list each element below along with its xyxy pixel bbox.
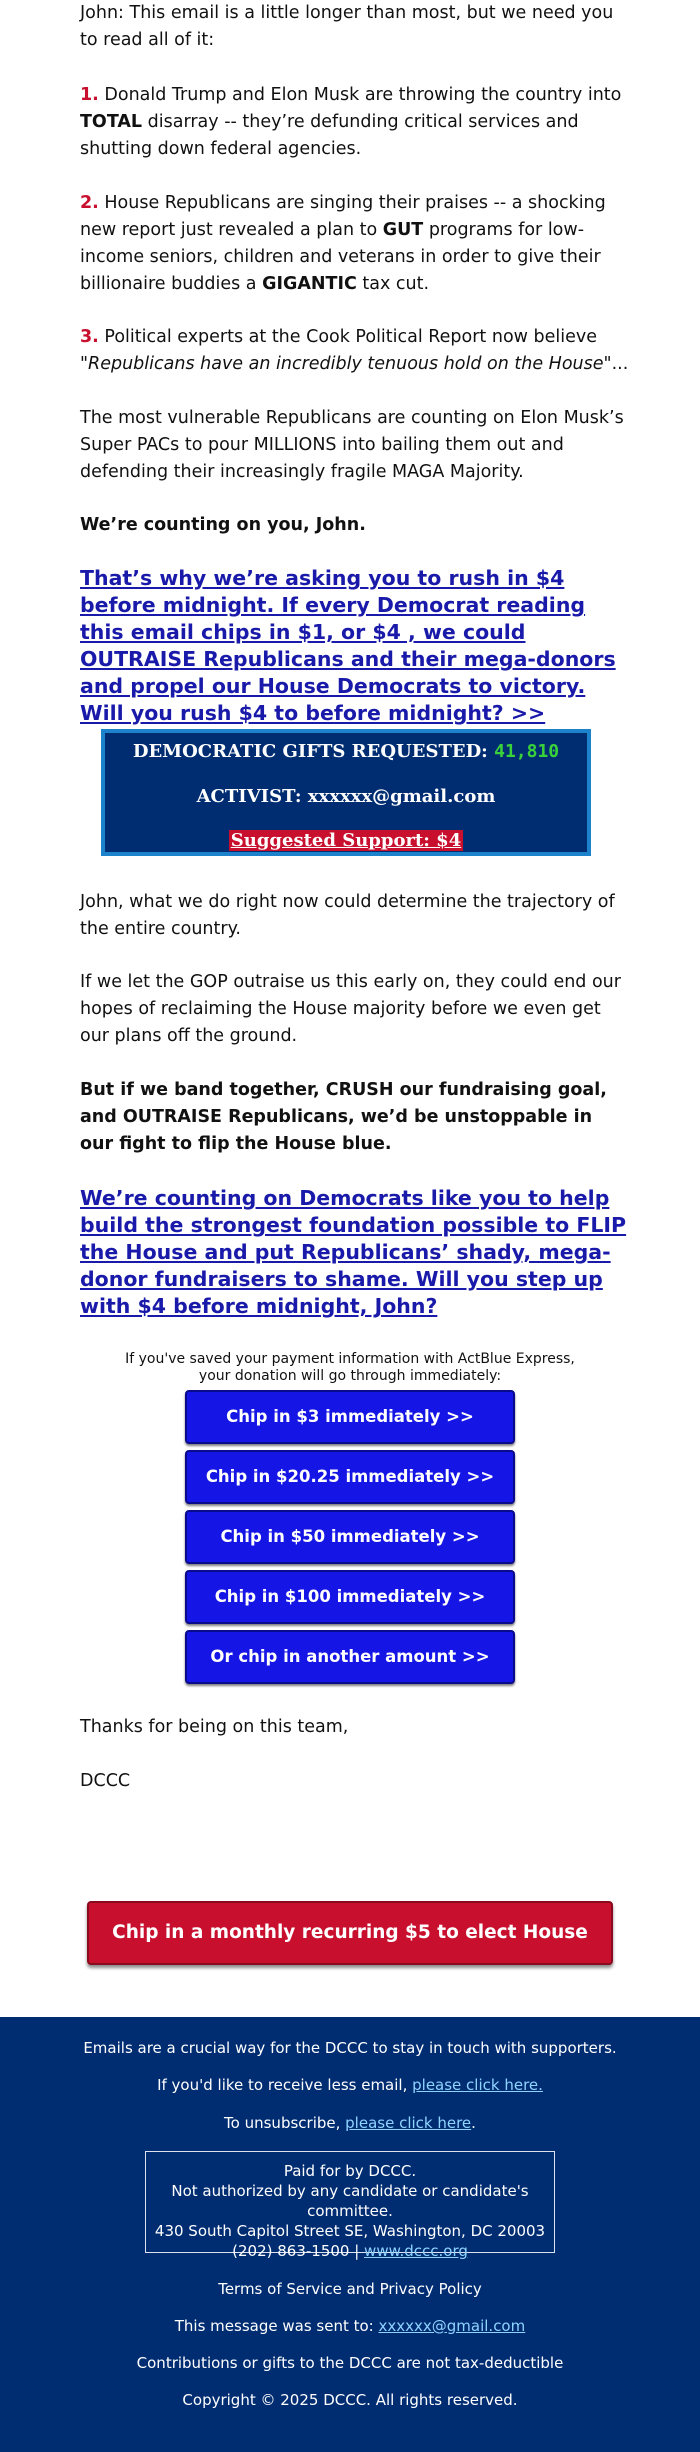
gifts-count: 41,810 (494, 741, 560, 762)
outraise-paragraph: If we let the GOP outraise us this early on, they could end our hopes of reclaiming the House majority before we even get our plans off the ground. (80, 972, 621, 1046)
point-emphasis: TOTAL (80, 112, 143, 132)
chip-50-button[interactable]: Chip in $50 immediately >> (185, 1510, 515, 1564)
saved-note-line: If you've saved your payment information with ActBlue Express, (125, 1351, 575, 1367)
point-number: 1. (80, 85, 99, 105)
sent-to-text: This message was sent to: (174, 2317, 379, 2335)
footer (0, 2017, 700, 2452)
saved-payment-note (0, 1351, 700, 1385)
thanks-line: Thanks for being on this team, (80, 1717, 349, 1737)
point-2 (80, 190, 630, 298)
point-quote: "Republicans have an incredibly tenuous hold on the House" (80, 354, 612, 374)
signature: DCCC (80, 1771, 131, 1791)
point-text: disarray -- they’re defunding critical services and shutting down federal agencies. (80, 112, 579, 159)
gifts-requested-line (105, 741, 587, 762)
point-text: Donald Trump and Elon Musk are throwing the country into (98, 85, 622, 105)
terms-privacy-link[interactable]: Terms of Service and Privacy Policy (218, 2280, 482, 2298)
point-emphasis: GIGANTIC (262, 274, 357, 294)
saved-note-line: your donation will go through immediately: (198, 1368, 502, 1384)
gifts-label: DEMOCRATIC GIFTS REQUESTED: (132, 741, 488, 762)
footer-unsubscribe (0, 2113, 700, 2133)
point-3 (80, 324, 630, 378)
point-1 (80, 82, 630, 163)
footer-less-email (0, 2075, 700, 2095)
unsubscribe-text: To unsubscribe, (224, 2114, 346, 2132)
chip-100-button[interactable]: Chip in $100 immediately >> (185, 1570, 515, 1624)
sent-to-email-link[interactable]: xxxxxx@gmail.com (378, 2317, 526, 2335)
less-email-text: If you'd like to receive less email, (157, 2076, 413, 2094)
chip-3-button[interactable]: Chip in $3 immediately >> (185, 1390, 515, 1444)
suggested-support-line[interactable] (105, 830, 587, 851)
point-number: 3. (80, 327, 99, 347)
counting-paragraph: We’re counting on you, John. (80, 515, 366, 535)
intro-paragraph: John: This email is a little longer than most, but we need you to read all of it: (80, 3, 614, 50)
website-link[interactable]: www.dccc.org (364, 2242, 468, 2260)
point-text: programs for low-income seniors, children and veterans in order to give their billionaire buddies a (80, 220, 601, 294)
copyright: Copyright © 2025 DCCC. All rights reserved. (182, 2391, 518, 2409)
less-email-link[interactable]: please click here. (412, 2076, 543, 2094)
pacs-paragraph: The most vulnerable Republicans are counting on Elon Musk’s Super PACs to pour MILLIONS into bailing them out and defending their increasingly fragile MAGA Majority. (80, 408, 624, 482)
paid-for-box (145, 2151, 555, 2260)
phone-website-line (146, 2241, 554, 2261)
trajectory-paragraph: John, what we do right now could determine the trajectory of the entire country. (80, 892, 615, 939)
unsubscribe-link[interactable]: please click here (345, 2114, 472, 2132)
footer-crucial-text: Emails are a crucial way for the DCCC to stay in touch with supporters. (83, 2039, 617, 2057)
chip-20-25-button[interactable]: Chip in $20.25 immediately >> (185, 1450, 515, 1504)
point-text: ... (611, 354, 629, 374)
point-number: 2. (80, 193, 99, 213)
unsubscribe-period: . (471, 2114, 476, 2132)
monthly-recurring-button[interactable]: Chip in a monthly recurring $5 to elect House Dems >> (87, 1901, 613, 1965)
counting-on-democrats-link[interactable]: We’re counting on Democrats like you to help build the strongest foundation possible to FLIP the House and put Republicans’ shady, mega-donor fundraisers to shame. Will you step up with $4 before midnight, John? (80, 1186, 627, 1318)
point-text: House Republicans are singing their praises -- a shocking new report just revealed a plan to (80, 193, 606, 240)
address-line: 430 South Capitol Street SE, Washington, DC 20003 (154, 2222, 546, 2240)
chip-other-amount-button[interactable]: Or chip in another amount >> (185, 1630, 515, 1684)
tax-deductible-note: Contributions or gifts to the DCCC are not tax-deductible (136, 2354, 564, 2372)
suggested-support-link[interactable]: Suggested Support: $4 (230, 830, 462, 851)
phone-number: (202) 863-1500 | (232, 2242, 365, 2260)
not-authorized-line: Not authorized by any candidate or candidate's committee. (171, 2182, 529, 2220)
gifts-requested-box (101, 729, 591, 856)
point-text: tax cut. (356, 274, 430, 294)
point-text: Political experts at the Cook Political Report now believe (98, 327, 598, 347)
sent-to-line (0, 2316, 700, 2336)
activist-line: ACTIVIST: xxxxxx@gmail.com (196, 786, 496, 807)
paid-for-line: Paid for by DCCC. (283, 2162, 417, 2180)
rush-cta-link[interactable]: That’s why we’re asking you to rush in $4 before midnight. If every Democrat reading this email chips in $1, or $4 , we could OUTRAISE Republicans and their mega-donors and propel our House Democrats to victory. Will you rush $4 to before midnight? >> (80, 566, 616, 725)
band-together-paragraph: But if we band together, CRUSH our fundraising goal, and OUTRAISE Republicans, we’d be unstoppable in our fight to flip the House blue. (80, 1080, 607, 1154)
point-emphasis: GUT (382, 220, 424, 240)
